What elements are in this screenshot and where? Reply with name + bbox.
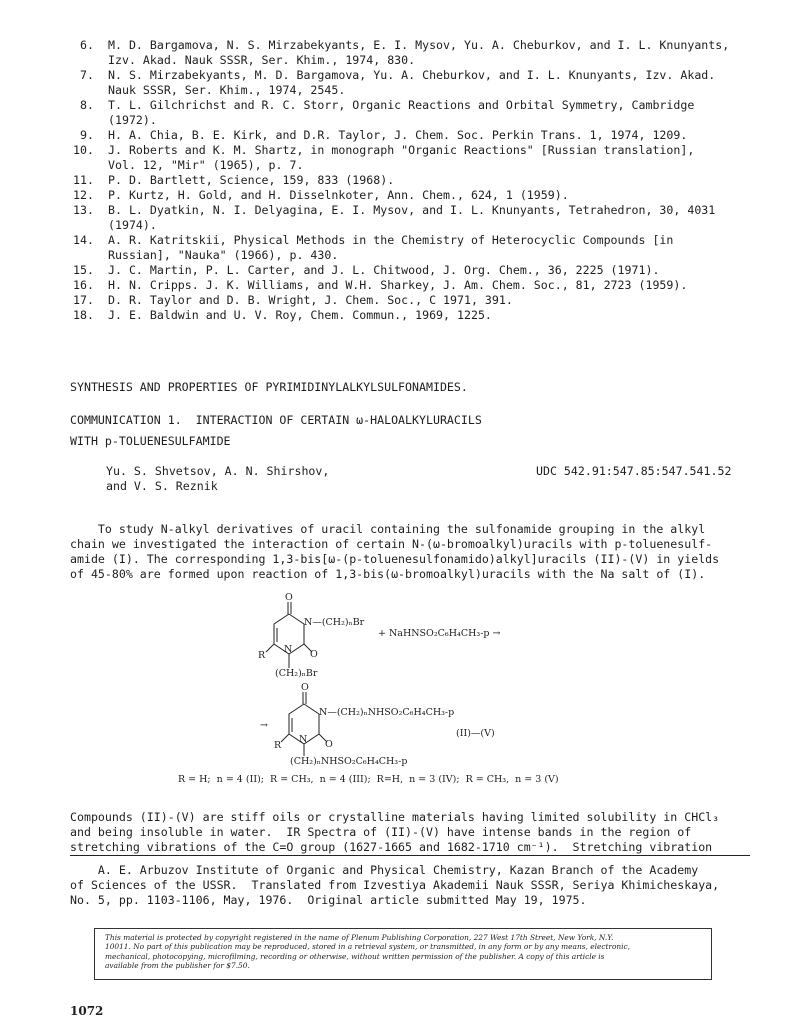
copyright-notice	[94, 928, 712, 980]
affiliation-line: A. E. Arbuzov Institute of Organic and Physical Chemistry, Kazan Branch of the Academy	[70, 863, 699, 877]
reference-text: D. R. Taylor and D. B. Wright, J. Chem. Soc., C 1971, 391.	[108, 293, 513, 307]
reference-number: 15.	[73, 263, 94, 277]
scheme-n-1: N	[284, 644, 293, 655]
reference-text: N. S. Mirzabekyants, M. D. Bargamova, Yu. A. Cheburkov, and I. L. Knunyants, Izv. Akad.	[108, 68, 716, 82]
article-subtitle-line-1: COMMUNICATION 1. INTERACTION OF CERTAIN ω-HALOALKYLURACILS	[70, 413, 482, 427]
reference-number: 12.	[73, 188, 94, 202]
scheme-conditions: R = H; n = 4 (II); R = CH₃, n = 4 (III); R=H, n = 3 (IV); R = CH₃, n = 3 (V)	[178, 774, 559, 785]
reference-number: 18.	[73, 308, 94, 322]
reference-number: 14.	[73, 233, 94, 247]
reference-item	[64, 233, 764, 263]
reference-number: 6.	[80, 38, 94, 52]
reference-text: H. N. Cripps. J. K. Williams, and W.H. Sharkey, J. Am. Chem. Soc., 81, 2723 (1959).	[108, 278, 688, 292]
reference-item	[64, 293, 764, 308]
reference-number: 7.	[80, 68, 94, 82]
reference-text: J. C. Martin, P. L. Carter, and J. L. Chitwood, J. Org. Chem., 36, 2225 (1971).	[108, 263, 660, 277]
scheme-chain-bottom-2: (CH₂)ₙNHSO₂C₆H₄CH₃-p	[290, 756, 408, 767]
scheme-r-2: R	[274, 740, 282, 751]
reference-text: (1972).	[108, 113, 157, 127]
reference-number: 10.	[73, 143, 94, 157]
reference-item	[64, 278, 764, 293]
authors-line-2: and V. S. Reznik	[106, 479, 218, 493]
scheme-compounds: (II)—(V)	[456, 728, 495, 739]
copyright-line: 10011. No part of this publication may be reproduced, stored in a retrieval system, or transmitted, in any form or by any means, electronic,	[105, 942, 631, 952]
reference-text: T. L. Gilchrichst and R. C. Storr, Organic Reactions and Orbital Symmetry, Cambridge	[108, 98, 695, 112]
article-subtitle-line-2: WITH p-TOLUENESULFAMIDE	[70, 434, 231, 448]
reference-item	[64, 308, 764, 323]
scheme-oxygen-top-2: O	[301, 682, 309, 693]
reference-text: M. D. Bargamova, N. S. Mirzabekyants, E. I. Mysov, Yu. A. Cheburkov, and I. L. Knunyants,	[108, 38, 730, 52]
results-paragraph	[70, 810, 760, 855]
reference-text: J. Roberts and K. M. Shartz, in monograph "Organic Reactions" [Russian translation],	[108, 143, 695, 157]
footnote-divider	[70, 855, 750, 856]
reference-number: 16.	[73, 278, 94, 292]
reference-text: Izv. Akad. Nauk SSSR, Ser. Khim., 1974, 830.	[108, 53, 416, 67]
reference-text: B. L. Dyatkin, N. I. Delyagina, E. I. Mysov, and I. L. Knunyants, Tetrahedron, 30, 4031	[108, 203, 716, 217]
reference-number: 8.	[80, 98, 94, 112]
scheme-n-chain-1: N—(CH₂)ₙBr	[304, 617, 365, 628]
article-title: SYNTHESIS AND PROPERTIES OF PYRIMIDINYLALKYLSULFONAMIDES.	[70, 380, 468, 394]
reference-item	[64, 173, 764, 188]
copyright-line: mechanical, photocopying, microfilming, recording or otherwise, without written permission of the publisher. A copy of this article is	[105, 951, 605, 961]
reference-item	[64, 128, 764, 143]
page-number: 1072	[70, 1004, 104, 1018]
scheme-oxygen-top-1: O	[285, 592, 293, 603]
reference-number: 9.	[80, 128, 94, 142]
reference-item	[64, 38, 764, 68]
copyright-line: available from the publisher for $7.50.	[105, 960, 250, 970]
reference-item	[64, 263, 764, 278]
results-line: Compounds (II)-(V) are stiff oils or crystalline materials having limited solubility in CHCl₃	[70, 810, 720, 824]
scheme-r-1: R	[258, 650, 266, 661]
scheme-oxygen-side-2: O	[325, 739, 333, 750]
reference-text: Vol. 12, "Mir" (1965), p. 7.	[108, 158, 304, 172]
reference-number: 11.	[73, 173, 94, 187]
intro-line: of 45-80% are formed upon reaction of 1,3-bis(ω-bromoalkyl)uracils with the Na salt of (I).	[70, 567, 706, 581]
reference-text: H. A. Chia, B. E. Kirk, and D.R. Taylor, J. Chem. Soc. Perkin Trans. 1, 1974, 1209.	[108, 128, 688, 142]
reference-text: P. Kurtz, H. Gold, and H. Disselnkoter, Ann. Chem., 624, 1 (1959).	[108, 188, 569, 202]
intro-line: To study N-alkyl derivatives of uracil containing the sulfonamide grouping in the alkyl	[70, 522, 706, 536]
intro-line: chain we investigated the interaction of certain N-(ω-bromoalkyl)uracils with p-toluenesulf-	[70, 537, 713, 551]
scheme-n-chain-2: N—(CH₂)ₙNHSO₂C₆H₄CH₃-p	[319, 707, 455, 718]
intro-paragraph	[70, 522, 760, 582]
authors-line-1: Yu. S. Shvetsov, A. N. Shirshov,	[106, 464, 330, 478]
reference-item	[64, 188, 764, 203]
reaction-scheme	[178, 592, 620, 792]
udc-code: UDC 542.91:547.85:547.541.52	[536, 464, 732, 478]
reference-number: 17.	[73, 293, 94, 307]
copyright-line: This material is protected by copyright registered in the name of Plenum Publishing Corporation, 227 West 17th Street, New York, N.Y.	[105, 933, 614, 942]
reference-text: Nauk SSSR, Ser. Khim., 1974, 2545.	[108, 83, 346, 97]
affiliation-line: No. 5, pp. 1103-1106, May, 1976. Original article submitted May 19, 1975.	[70, 893, 587, 907]
reference-item	[64, 98, 764, 128]
reference-text: J. E. Baldwin and U. V. Roy, Chem. Commun., 1969, 1225.	[108, 308, 492, 322]
reference-list	[64, 38, 764, 323]
reference-text: A. R. Katritskii, Physical Methods in the Chemistry of Heterocyclic Compounds [in	[108, 233, 674, 247]
affiliation-footnote	[70, 863, 760, 908]
results-line: and being insoluble in water. IR Spectra of (II)-(V) have intense bands in the region of	[70, 825, 692, 839]
intro-line: amide (I). The corresponding 1,3-bis[ω-(p-toluenesulfonamido)alkyl]uracils (II)-(V) in yields	[70, 552, 720, 566]
reference-item	[64, 68, 764, 98]
scheme-arrow: →	[260, 720, 268, 731]
scheme-chain-bottom-1: (CH₂)ₙBr	[275, 668, 318, 679]
reference-text: P. D. Bartlett, Science, 159, 833 (1968).	[108, 173, 395, 187]
scheme-oxygen-side-1: O	[310, 649, 318, 660]
reference-number: 13.	[73, 203, 94, 217]
scheme-n-2: N	[299, 734, 308, 745]
scheme-reagent: + NaHNSO₂C₆H₄CH₃-p →	[378, 628, 501, 639]
affiliation-line: of Sciences of the USSR. Translated from Izvestiya Akademii Nauk SSSR, Seriya Khimicheskaya,	[70, 878, 720, 892]
reference-text: (1974).	[108, 218, 157, 232]
results-line: stretching vibrations of the C=O group (1627-1665 and 1682-1710 cm⁻¹). Stretching vibration	[70, 840, 713, 854]
reference-text: Russian], "Nauka" (1966), p. 430.	[108, 248, 339, 262]
ring-structures	[200, 592, 620, 792]
reference-item	[64, 143, 764, 173]
reference-item	[64, 203, 764, 233]
